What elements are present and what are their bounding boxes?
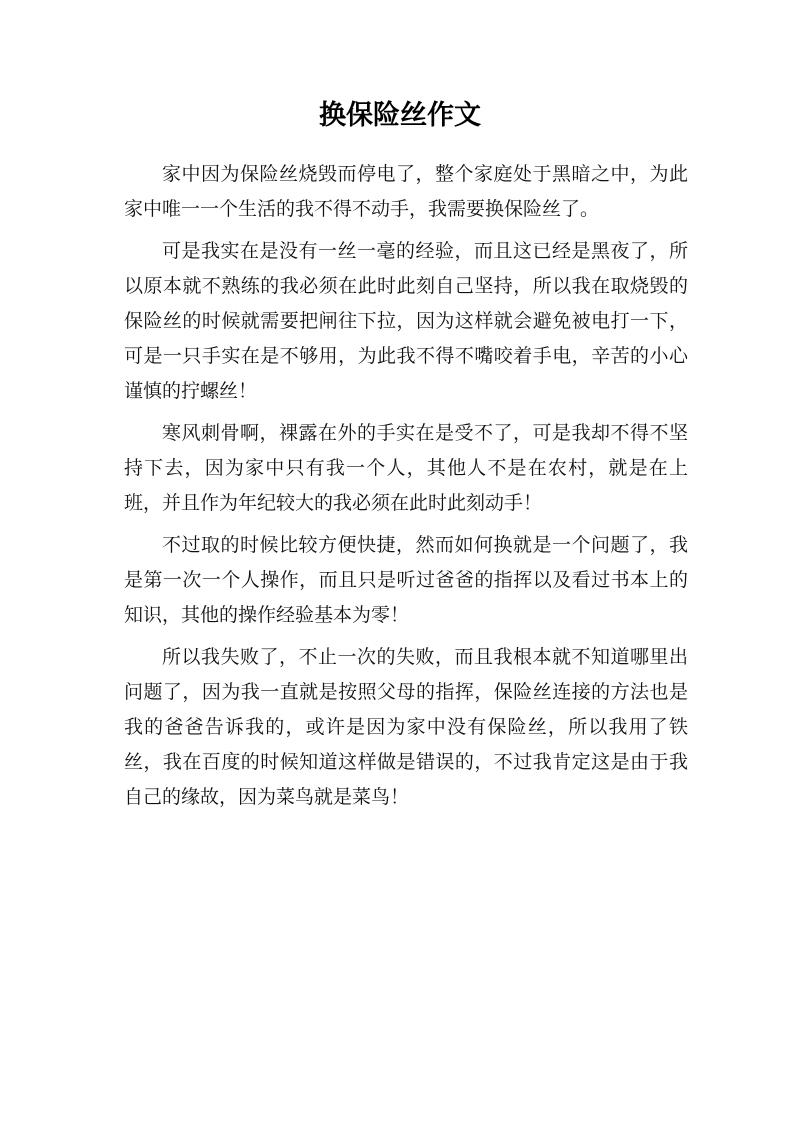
document-title: 换保险丝作文 <box>319 100 481 131</box>
paragraph-5: 所以我失败了，不止一次的失败，而且我根本就不知道哪里出问题了，因为我一直就是按照父母的指挥，保险丝连接的方法也是我的爸爸告诉我的，或许是因为家中没有保险丝，所以我用了铁丝，我在百度的时候知道这样做是错误的，不过我肯定这是由于我自己的缘故，因为菜鸟就是菜鸟！ <box>124 646 688 808</box>
paragraph-2: 可是我实在是没有一丝一毫的经验，而且这已经是黑夜了，所以原本就不熟练的我必须在此时此刻自己坚持，所以我在取烧毁的保险丝的时候就需要把闸往下拉，因为这样就会避免被电打一下，可是一只手实在是不够用，为此我不得不嘴咬着手电，辛苦的小心谨慎的拧螺丝！ <box>124 240 688 402</box>
paragraph-1: 家中因为保险丝烧毁而停电了，整个家庭处于黑暗之中，为此家中唯一一个生活的我不得不动手，我需要换保险丝了。 <box>124 163 688 220</box>
document-body <box>124 157 688 822</box>
paragraph-3: 寒风刺骨啊，裸露在外的手实在是受不了，可是我却不得不坚持下去，因为家中只有我一个人，其他人不是在农村，就是在上班，并且作为年纪较大的我必须在此时此刻动手！ <box>124 422 688 514</box>
paragraph-4: 不过取的时候比较方便快捷，然而如何换就是一个问题了，我是第一次一个人操作，而且只是听过爸爸的指挥以及看过书本上的知识，其他的操作经验基本为零！ <box>124 534 688 626</box>
